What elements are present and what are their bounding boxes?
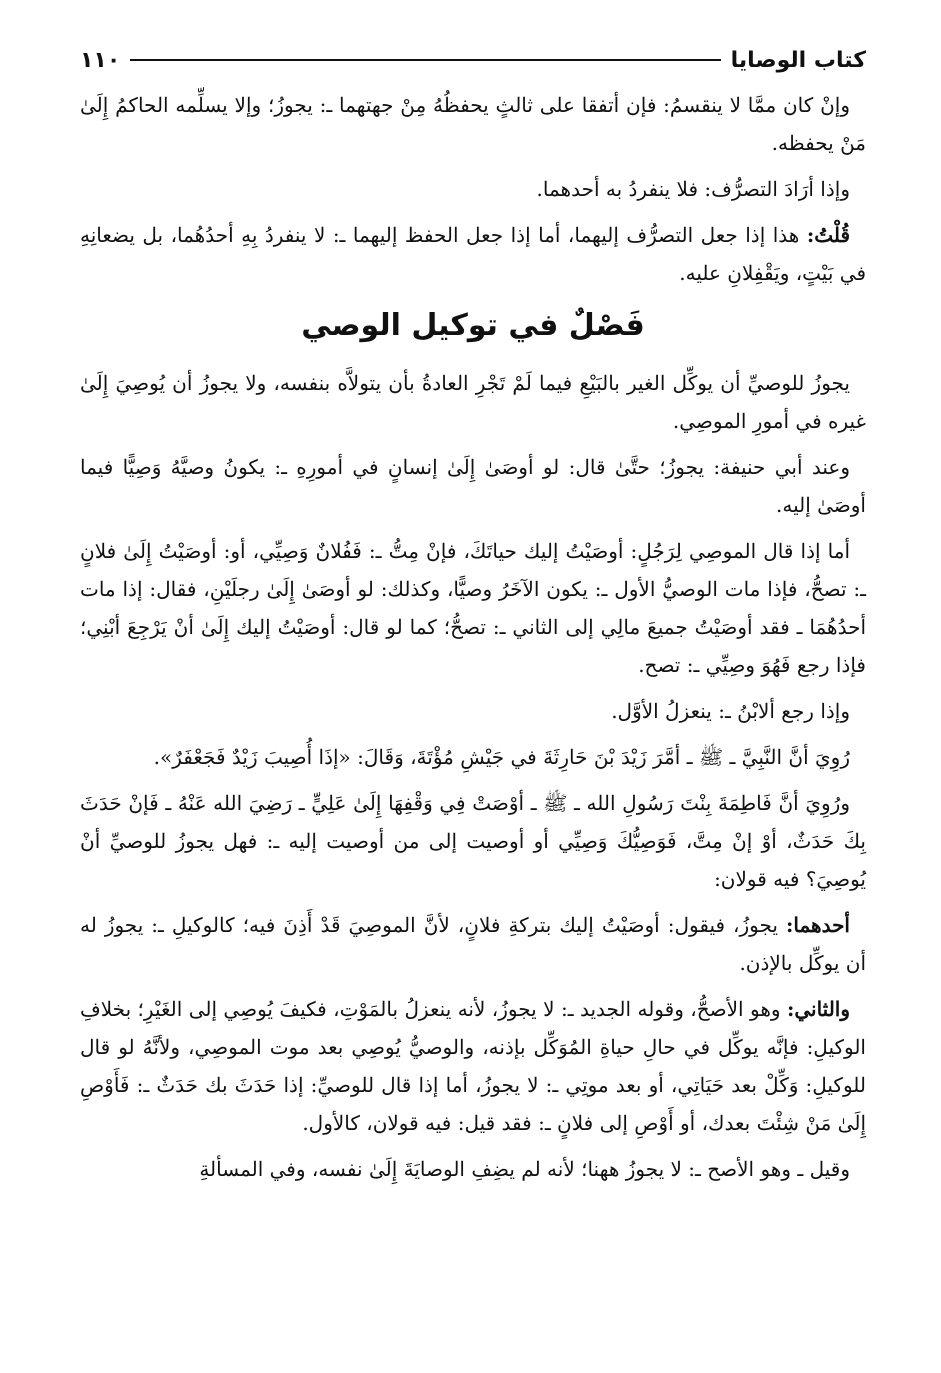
- hadith-paragraph: [80, 738, 866, 776]
- running-head: [80, 40, 866, 80]
- header-rule: [130, 59, 720, 61]
- paragraph-text: وعند أبي حنيفة: يجوزُ؛ حتَّىٰ قال: لو أوصَىٰ إِلَىٰ إنسانٍ في أمورِهِ ـ: يكونُ وصيَّهُ وَصِيًّا فيما أوصَىٰ إليه.: [80, 455, 866, 517]
- paragraph: [80, 86, 866, 162]
- paragraph: [80, 448, 866, 524]
- paragraph-text: وقيل ـ وهو الأصح ـ: لا يجوزُ ههنا؛ لأنه لم يضِفِ الوصايَةَ إِلَىٰ نفسه، وفي المسألةِ: [199, 1157, 850, 1181]
- paragraph-text: وإنْ كان ممَّا لا ينقسمُ: فإن أتفقا على ثالثٍ يحفظُهُ مِنْ جهتهما ـ: يجوزُ؛ وإلا يسلِّمه الحاكمُ إِلَىٰ مَنْ يحفظه.: [80, 93, 866, 155]
- section-heading: فَصْلٌ في توكيل الوصي: [301, 308, 645, 343]
- paragraph-text: وهو الأصحُّ، وقوله الجديد ـ: لا يجوزُ، لأنه ينعزلُ بالمَوْتِ، فكيفَ يُوصِي إلى الغَيْرِ؛ بخلافِ الوكيلِ: فإنَّه يوكِّل في حالِ حياةِ المُوَكِّل بإذنه، والوصيُّ يُوصِي بعد موت الموصِي، ولأنَّهُ لو قال للوكيلِ: وَكِّلْ بعد حَيَاتِي، أو بعد موتِي ـ: لا يجوزُ، أما إذا قال للوصيِّ: إذا حَدَثَ بك حَدَثٌ ـ: فَأَوْصِ إِلَىٰ مَنْ شِئْتَ بعدك، أو أَوْصِ إلى فلانٍ ـ: فقد قيل: فيه قولان، كالأول.: [80, 997, 866, 1135]
- paragraph-lead: أحدهما:: [785, 913, 850, 937]
- paragraph: [80, 1150, 866, 1188]
- top-text-block: [80, 86, 866, 292]
- paragraph-text: يجوزُ للوصيِّ أن يوكِّل الغير بالبَيْعِ فيما لَمْ تَجْرِ العادةُ بأن يتولاَّه بنفسه، ولا يجوزُ أن يُوصِيَ إِلَىٰ غيره في أمورِ الموصِي.: [80, 371, 866, 433]
- section-text-block: [80, 364, 866, 1188]
- paragraph: [80, 364, 866, 440]
- hadith-paragraph: [80, 784, 866, 898]
- paragraph: [80, 990, 866, 1142]
- paragraph-text: أما إذا قال الموصِي لِرَجُلٍ: أوصَيْتُ إليك حياتَكَ، فإنْ مِتُّ ـ: فَفُلانٌ وَصِيِّي، أو: أوصَيْتُ إِلَىٰ فلانٍ ـ: تصحُّ، فإذا مات الوصيُّ الأول ـ: يكون الآخَرُ وصيًّا، وكذلك: لو أوصَىٰ إِلَىٰ رجلَيْنِ، فقال: إذا مات أحدُهُمَا ـ فقد أوصَيْتُ جميعَ مالِي إلى الثاني ـ: تصحُّ؛ كما لو قال: أوصَيْتُ إليك إِلَىٰ أنْ يَرْجِعَ أبْنِي؛ فإذا رجع فَهُوَ وصِيِّي ـ: تصح.: [80, 539, 866, 677]
- book-page: [80, 40, 866, 1196]
- paragraph-text: رُوِيَ أنَّ النَّبِيَّ ـ ﷺ ـ أمَّرَ زَيْدَ بْنَ حَارِثَةَ في جَيْشِ مُؤْتَةَ، وَقَالَ: «إذَا أُصِيبَ زَيْدٌ فَجَعْفَرٌ».: [153, 745, 850, 769]
- paragraph-lead: قُلْتُ:: [806, 223, 851, 247]
- paragraph: [80, 170, 866, 208]
- paragraph-text: هذا إذا جعل التصرُّف إليهما، أما إذا جعل الحفظ إليهما ـ: لا ينفردُ بِهِ أحدُهُما، بل يضعانِهِ في بَيْتٍ، ويَقْفِلانِ عليه.: [80, 223, 866, 285]
- paragraph-text: وإذا أرَادَ التصرُّف: فلا ينفردُ به أحدهما.: [536, 177, 850, 201]
- paragraph: [80, 532, 866, 684]
- paragraph: [80, 692, 866, 730]
- paragraph: [80, 216, 866, 292]
- book-title: كتاب الوصايا: [730, 47, 866, 73]
- paragraph-lead: والثاني:: [786, 997, 851, 1021]
- paragraph: [80, 906, 866, 982]
- paragraph-text: وإذا رجع ألابْنُ ـ: ينعزلُ الأوَّل.: [611, 699, 850, 723]
- paragraph-text: ورُوِيَ أنَّ فَاطِمَةَ بِنْتَ رَسُولِ الله ـ ﷺ ـ أوْصَتْ فِي وَقْفِهَا إِلَىٰ عَلِيٍّ ـ رَضِيَ الله عَنْهُ ـ فَإنْ حَدَثَ بِكَ حَدَثٌ، أوْ إنْ مِتَّ، فَوَصِيُّكَ وَصِيِّي أو أوصيت إلى من أوصيت إليه ـ: فهل يجوزُ للوصيِّ أنْ يُوصِيَ؟ فيه قولان:: [80, 791, 866, 891]
- page-number: ١١٠: [80, 47, 121, 73]
- paragraph-text: يجوزُ، فيقول: أوصَيْتُ إليك بتركةِ فلانٍ، لأنَّ الموصِيَ قَدْ أَذِنَ فيه؛ كالوكيلِ ـ: يجوزُ له أن يوكِّل بالإذن.: [80, 913, 866, 975]
